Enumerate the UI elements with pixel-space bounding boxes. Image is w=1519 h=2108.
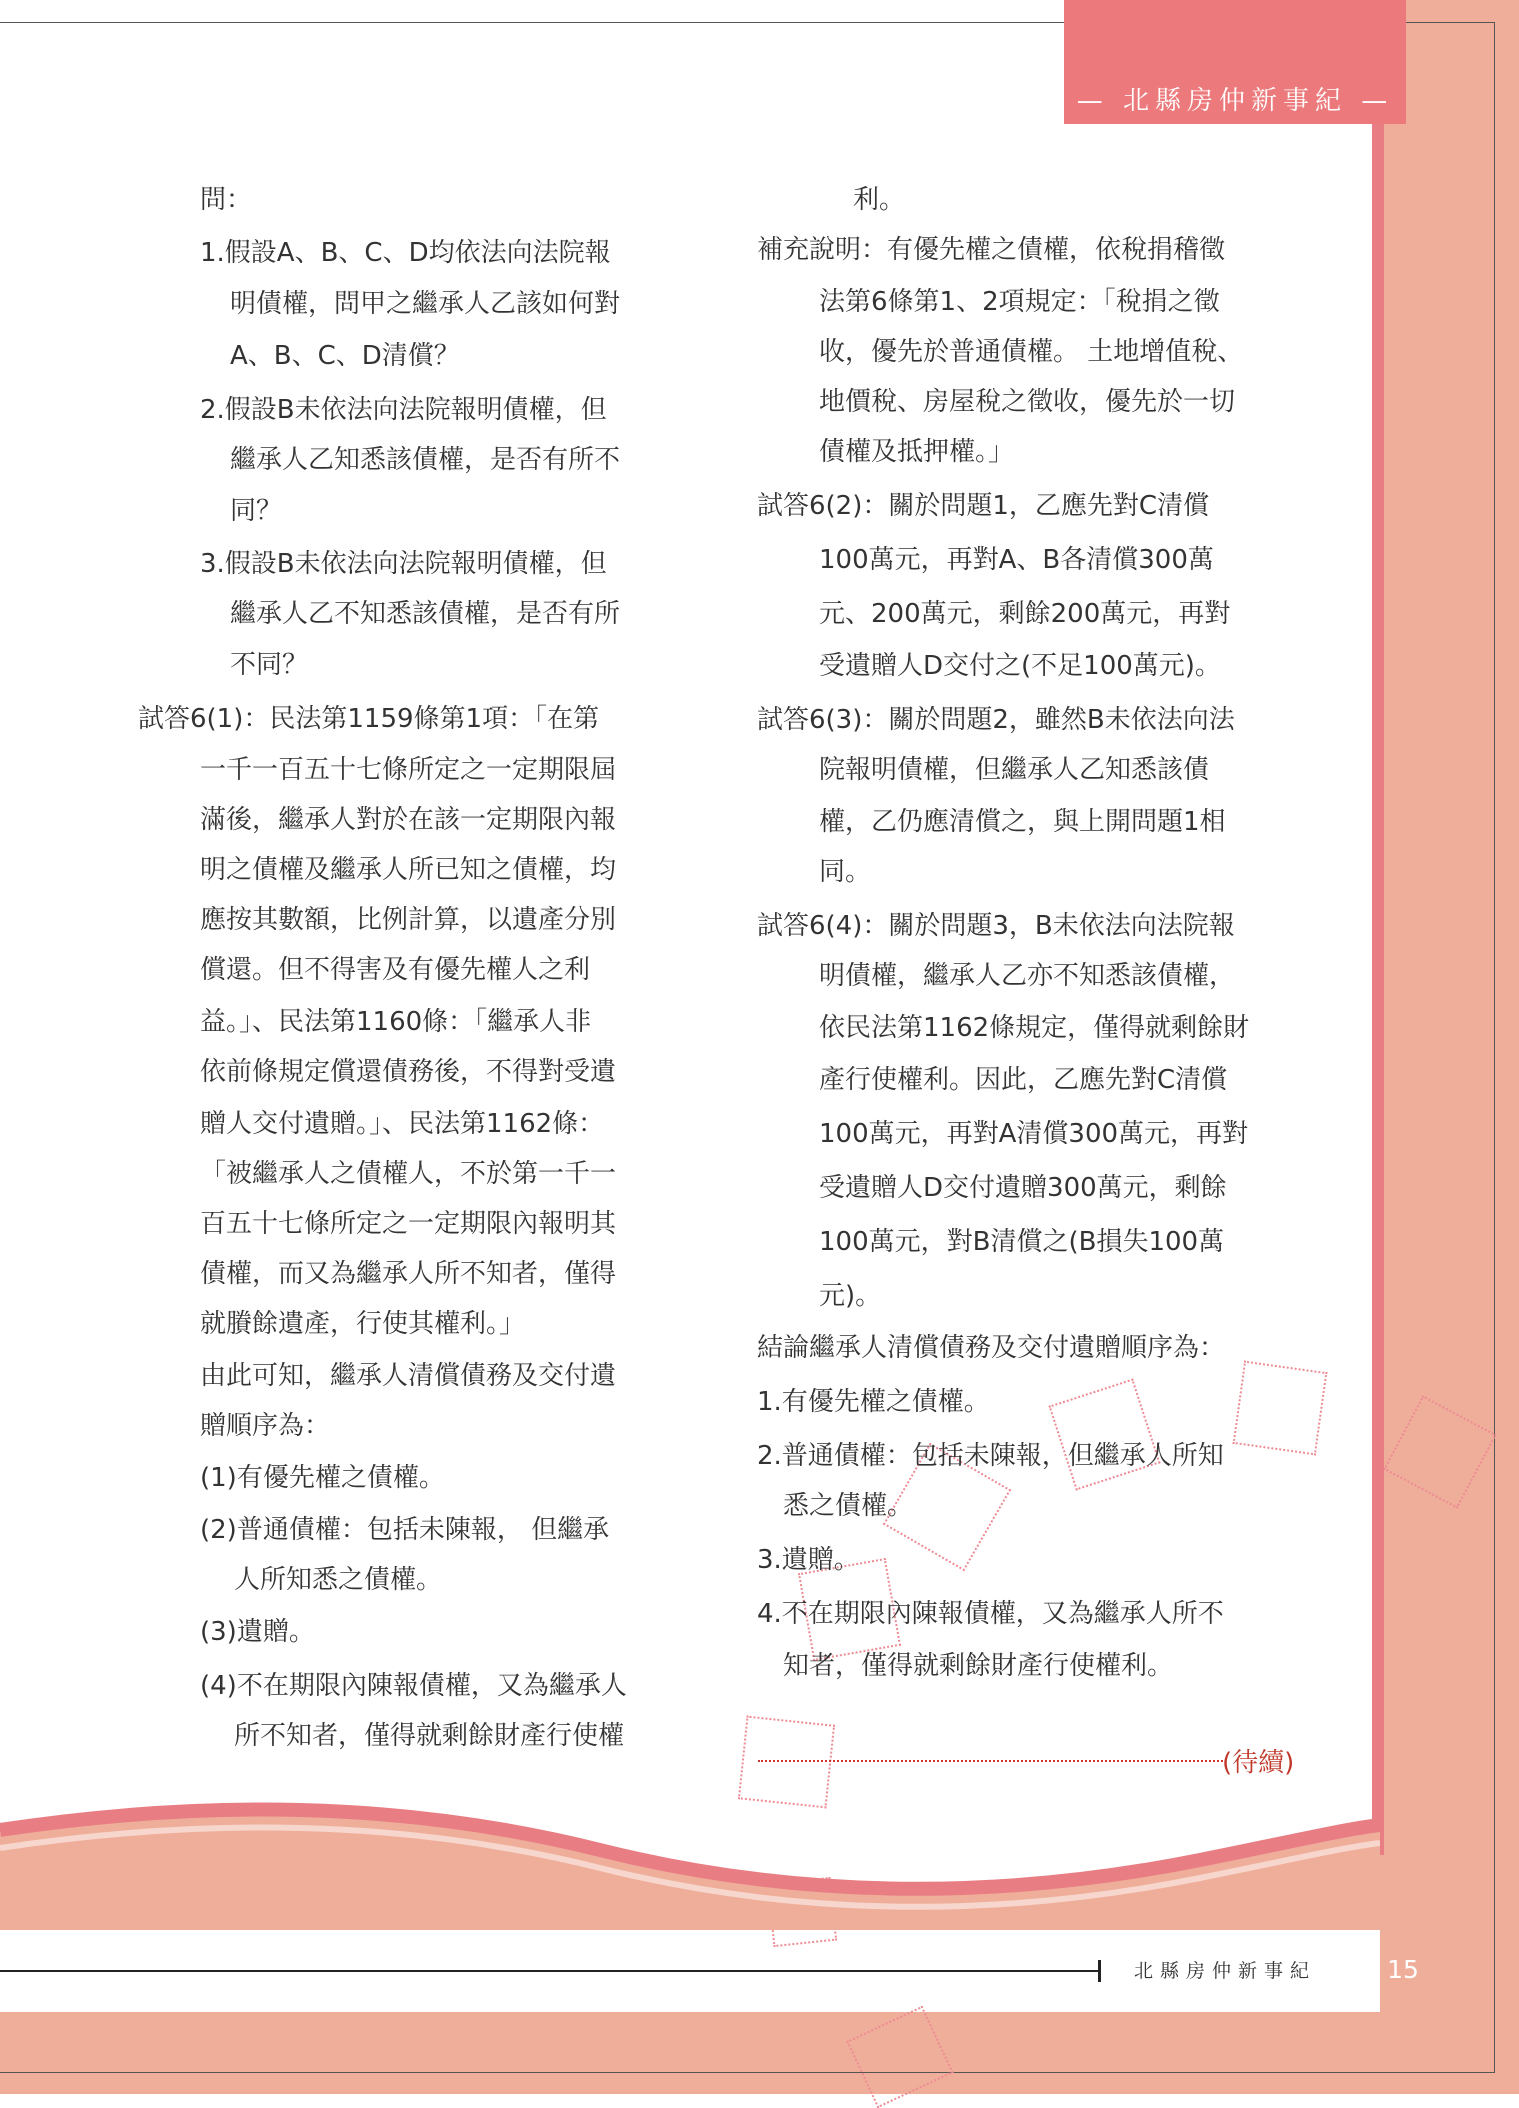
left-line: 明之債權及繼承人所已知之債權，均	[200, 855, 617, 885]
footer-rule-tick	[1098, 1960, 1101, 1982]
left-line: 應按其數額，比例計算，以遺產分別	[200, 905, 617, 935]
left-line: (2)普通債權：包括未陳報， 但繼承	[200, 1515, 610, 1545]
left-line: 償還。但不得害及有優先權人之利	[200, 955, 591, 985]
left-line: 一千一百五十七條所定之一定期限屆	[200, 755, 617, 785]
left-line: A、B、C、D清償？	[230, 341, 460, 371]
left-line: 不同？	[230, 650, 309, 680]
right-line: 1.有優先權之債權。	[757, 1387, 990, 1417]
left-line: 百五十七條所定之一定期限內報明其	[200, 1209, 617, 1239]
right-line: 100萬元，對B清償之(B損失100萬	[819, 1227, 1225, 1257]
page-number: 15	[1384, 1950, 1422, 1990]
left-line: 益。」、民法第1160條：「繼承人非	[200, 1007, 592, 1037]
right-line: 地價稅、房屋稅之徵收，優先於一切	[819, 387, 1236, 417]
left-line: 由此可知，繼承人清償債務及交付遺	[200, 1361, 617, 1391]
left-line: 贈人交付遺贈。」、民法第1162條：	[200, 1109, 605, 1139]
right-line: 院報明債權，但繼承人乙知悉該債	[819, 755, 1210, 785]
left-line: (1)有優先權之債權。	[200, 1463, 445, 1493]
left-line: 就賸餘遺產，行使其權利。」	[200, 1309, 526, 1339]
left-line: 所不知者，僅得就剩餘財產行使權	[234, 1721, 625, 1751]
left-line: 人所知悉之債權。	[234, 1565, 443, 1595]
right-line: 試答6(4)：關於問題3，B未依法向法院報	[757, 911, 1235, 941]
right-line: 債權及抵押權。」	[819, 437, 1015, 467]
left-line: 繼承人乙知悉該債權，是否有所不	[230, 445, 621, 475]
right-line: 元)。	[819, 1281, 882, 1311]
left-line: 2.假設B未依法向法院報明債權，但	[200, 395, 607, 425]
left-line: (4)不在期限內陳報債權，又為繼承人	[200, 1671, 627, 1701]
right-line: 產行使權利。因此，乙應先對C清償	[819, 1065, 1228, 1095]
right-line: 結論繼承人清償債務及交付遺贈順序為：	[757, 1333, 1226, 1363]
right-line: 利。	[853, 185, 906, 215]
decor-square	[738, 1716, 835, 1809]
wave-decoration	[0, 1800, 1380, 1930]
right-line: 法第6條第1、2項規定：「稅捐之徵	[819, 287, 1220, 317]
right-line: 悉之債權。	[783, 1491, 914, 1521]
left-line: 依前條規定償還債務後，不得對受遺	[200, 1057, 617, 1087]
left-line: 滿後，繼承人對於在該一定期限內報	[200, 805, 617, 835]
right-line: 2.普通債權：包括未陳報，但繼承人所知	[757, 1441, 1224, 1471]
right-line: 收，優先於普通債權。 土地增值稅、	[819, 337, 1244, 367]
right-line: 知者，僅得就剩餘財產行使權利。	[783, 1651, 1174, 1681]
left-line: 試答6(1)：民法第1159條第1項：「在第	[138, 704, 600, 734]
footer-rule	[0, 1970, 1100, 1972]
header-title: — 北縣房仲新事紀 —	[1076, 86, 1394, 116]
left-line: (3)遺贈。	[200, 1617, 315, 1647]
decor-square	[1233, 1361, 1328, 1456]
left-line: 贈順序為：	[200, 1411, 331, 1441]
right-line: 受遺贈人D交付之(不足100萬元)。	[819, 651, 1221, 681]
left-line: 明債權，問甲之繼承人乙該如何對	[230, 289, 621, 319]
right-line: 4.不在期限內陳報債權，又為繼承人所不	[757, 1599, 1224, 1629]
left-line: 3.假設B未依法向法院報明債權，但	[200, 549, 607, 579]
left-line: 「被繼承人之債權人，不於第一千一	[200, 1159, 617, 1189]
right-line: 元、200萬元，剩餘200萬元，再對	[819, 599, 1231, 629]
left-line: 1.假設A、B、C、D均依法向法院報	[200, 238, 611, 268]
left-line: 債權，而又為繼承人所不知者，僅得	[200, 1259, 617, 1289]
right-line: 受遺贈人D交付遺贈300萬元，剩餘	[819, 1173, 1227, 1203]
left-line: 同？	[230, 496, 283, 526]
right-line: 試答6(2)：關於問題1，乙應先對C清償	[757, 491, 1210, 521]
right-line: 試答6(3)：關於問題2，雖然B未依法向法	[757, 705, 1235, 735]
right-line: 同。	[819, 857, 872, 887]
left-line: 繼承人乙不知悉該債權，是否有所	[230, 599, 621, 629]
footer-title: 北縣房仲新事紀	[1134, 1960, 1317, 1982]
right-line: 依民法第1162條規定，僅得就剩餘財	[819, 1013, 1250, 1043]
to-be-continued: (待續)	[1222, 1748, 1295, 1778]
right-line: 100萬元，再對A清償300萬元，再對	[819, 1119, 1249, 1149]
right-line: 100萬元，再對A、B各清償300萬	[819, 545, 1214, 575]
right-line: 明債權，繼承人乙亦不知悉該債權，	[819, 961, 1236, 991]
continued-leader	[758, 1760, 1223, 1762]
right-line: 3.遺贈。	[757, 1545, 860, 1575]
right-line: 權，乙仍應清償之，與上開問題1相	[819, 807, 1226, 837]
right-line: 補充說明：有優先權之債權，依稅捐稽徵	[757, 235, 1226, 265]
left-line: 問：	[200, 185, 253, 215]
